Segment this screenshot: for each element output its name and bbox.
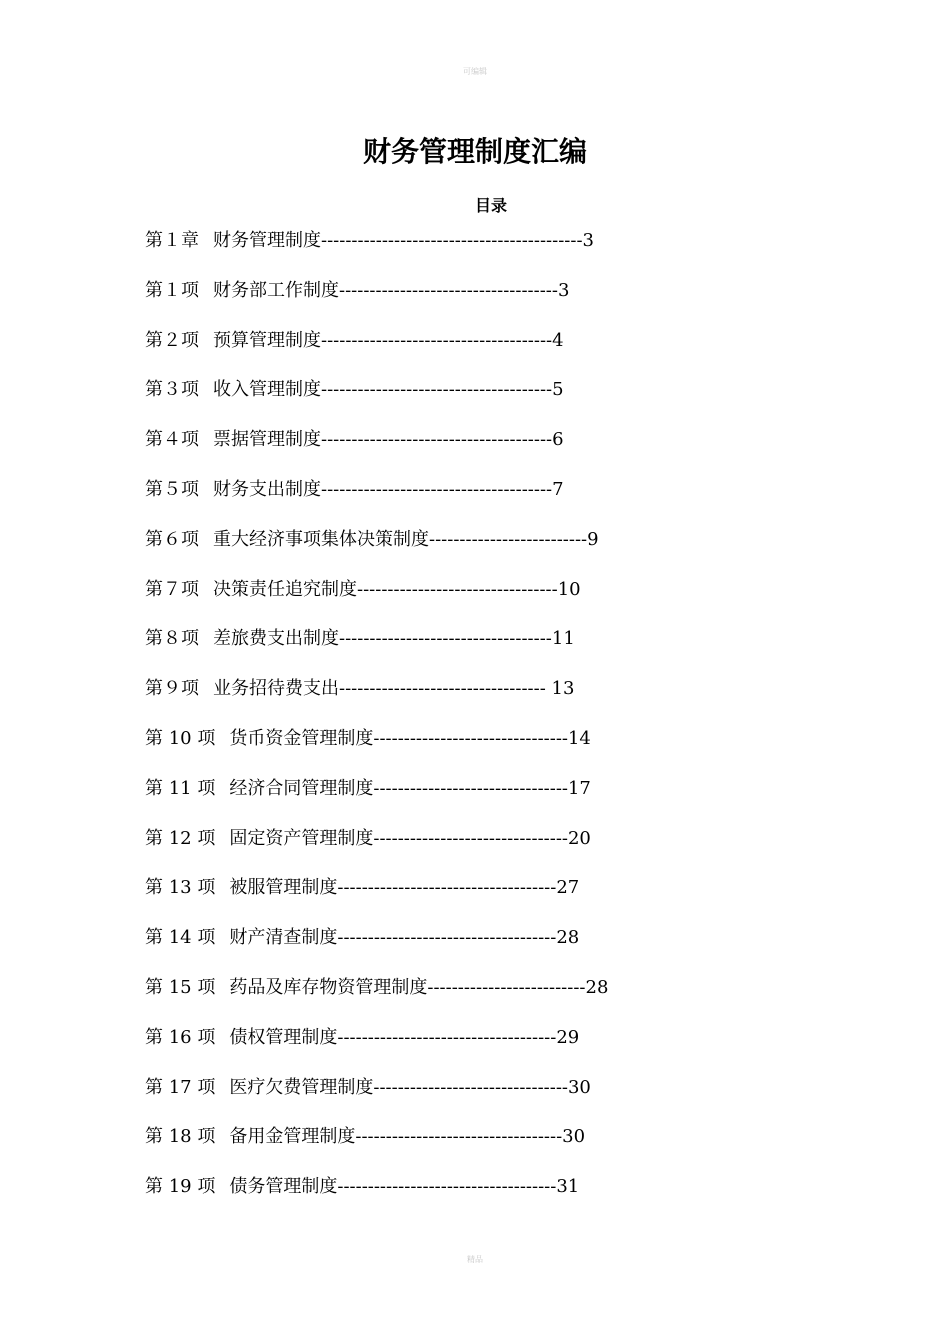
toc-entry-label: 第２项 (145, 329, 199, 351)
toc-entry-page: 30 (567, 1076, 591, 1098)
toc-entry[interactable] (145, 527, 845, 577)
toc-entry-leader: ------------------------------------ (337, 1026, 557, 1048)
toc-entry-label: 第４项 (145, 429, 199, 451)
toc-entry-title: 固定资产管理制度 (229, 827, 374, 849)
toc-entry-leader: ------------------------------------ (337, 1176, 557, 1198)
toc-entry[interactable] (145, 427, 845, 477)
toc-entry-title: 货币资金管理制度 (229, 727, 374, 749)
toc-entry-page: 13 (551, 678, 575, 700)
toc-entry-page: 17 (567, 777, 591, 799)
toc-entry[interactable] (145, 328, 845, 378)
toc-entry-leader: -------------------------------------- (321, 379, 553, 401)
toc-entry-page: 4 (552, 329, 564, 351)
footer-watermark: 精品 (467, 1255, 483, 1264)
toc-entry-title: 医疗欠费管理制度 (229, 1076, 374, 1098)
toc-entry-title: 票据管理制度 (213, 429, 321, 451)
toc-entry-leader: ------------------------------------ (337, 927, 557, 949)
toc-entry-title: 药品及库存物资管理制度 (229, 976, 428, 998)
header-watermark: 可编辑 (463, 67, 487, 76)
toc-entry-label: 第 14 项 (145, 927, 216, 949)
toc-entry-page: 27 (556, 877, 580, 899)
toc-entry-leader: -------------------------------- (373, 727, 568, 749)
toc-entry-page: 28 (556, 927, 580, 949)
toc-entry[interactable] (145, 377, 845, 427)
toc-entry-page: 5 (552, 379, 564, 401)
toc-entry-title: 财务管理制度 (213, 230, 321, 251)
toc-entry-page: 3 (557, 279, 570, 301)
toc-entry-label: 第３项 (145, 379, 199, 401)
toc-entry-title: 债务管理制度 (229, 1176, 338, 1198)
toc-entry-label: 第 17 项 (145, 1076, 216, 1098)
toc-entry-title: 备用金管理制度 (229, 1126, 356, 1148)
toc-entry-page: 30 (562, 1126, 586, 1148)
document-title: 财务管理制度汇编 (362, 135, 587, 168)
toc-entry-leader: ------------------------------------------- (321, 230, 583, 251)
toc-entry-title: 经济合同管理制度 (229, 777, 374, 799)
toc-entry-label: 第 16 项 (145, 1026, 216, 1048)
toc-entry-label: 第 10 项 (145, 727, 216, 749)
toc-entry[interactable] (145, 776, 845, 826)
toc-entry[interactable] (145, 1075, 845, 1125)
toc-entry[interactable] (145, 676, 845, 726)
toc-entry[interactable] (145, 726, 845, 776)
toc-entry-label: 第 13 项 (145, 877, 216, 899)
toc-entry-page: 31 (556, 1176, 580, 1198)
toc-entry-label: 第 19 项 (145, 1176, 216, 1198)
toc-entry-label: 第７项 (145, 578, 199, 600)
toc-entry-page: 3 (582, 230, 594, 251)
toc-entry-leader: ---------------------------------- (339, 678, 552, 700)
toc-entry-page: 29 (556, 1026, 580, 1048)
toc-entry-page: 20 (567, 827, 591, 849)
toc-entry-page: 9 (587, 528, 599, 550)
toc-entry-leader: -------------------------------------- (321, 478, 553, 500)
toc-entry-label: 第６项 (145, 528, 199, 550)
toc-entry-label: 第１章 (145, 230, 199, 251)
toc-entry-page: 7 (552, 478, 564, 500)
toc-entry[interactable] (145, 1174, 845, 1224)
toc-entry[interactable] (145, 826, 845, 876)
toc-entry[interactable] (145, 228, 845, 278)
toc-entry-title: 收入管理制度 (213, 379, 321, 401)
toc-entry-leader: -------------------------------- (373, 777, 568, 799)
toc-entry-page: 28 (585, 976, 609, 998)
table-of-contents (145, 228, 845, 1224)
toc-entry-label: 第１项 (145, 279, 199, 301)
toc-entry[interactable] (145, 975, 845, 1025)
toc-entry[interactable] (145, 278, 845, 328)
toc-entry[interactable] (145, 1025, 845, 1075)
toc-entry-title: 重大经济事项集体决策制度 (213, 528, 429, 550)
toc-entry-leader: -------------------------------------- (321, 429, 553, 451)
toc-entry[interactable] (145, 875, 845, 925)
toc-entry[interactable] (145, 477, 845, 527)
toc-entry-title: 预算管理制度 (213, 329, 321, 351)
toc-entry-title: 财务支出制度 (213, 478, 321, 500)
toc-entry-title: 决策责任追究制度 (213, 578, 357, 600)
toc-entry-label: 第 12 项 (145, 827, 216, 849)
toc-entry-label: 第８项 (145, 628, 199, 650)
toc-entry-leader: --------------------------------- (357, 578, 558, 600)
toc-entry-title: 被服管理制度 (229, 877, 338, 899)
toc-entry[interactable] (145, 1124, 845, 1174)
toc-entry-title: 业务招待费支出 (213, 678, 339, 700)
toc-entry-leader: ---------------------------------- (355, 1126, 563, 1148)
toc-entry-title: 财产清查制度 (229, 927, 338, 949)
toc-entry-leader: -------------------------- (427, 976, 586, 998)
toc-entry-title: 差旅费支出制度 (213, 628, 339, 650)
toc-entry[interactable] (145, 626, 845, 676)
toc-entry-page: 10 (557, 578, 581, 600)
toc-entry-leader: -------------------------------- (373, 827, 568, 849)
toc-entry-title: 债权管理制度 (229, 1026, 338, 1048)
toc-entry-leader: -------------------------- (429, 528, 588, 550)
toc-entry-leader: ------------------------------------ (337, 877, 557, 899)
toc-entry-leader: ----------------------------------- (339, 628, 552, 650)
toc-entry-leader: -------------------------------------- (321, 329, 553, 351)
toc-entry[interactable] (145, 577, 845, 627)
toc-entry-label: 第５项 (145, 478, 199, 500)
toc-entry-label: 第 11 项 (145, 777, 216, 799)
toc-entry-page: 6 (552, 429, 564, 451)
toc-entry-label: 第 15 项 (145, 976, 216, 998)
toc-entry-label: 第９项 (145, 678, 199, 700)
toc-heading: 目录 (474, 196, 507, 215)
toc-entry-leader: -------------------------------- (373, 1076, 568, 1098)
toc-entry-label: 第 18 项 (145, 1126, 216, 1148)
toc-entry-page: 11 (551, 628, 575, 650)
toc-entry[interactable] (145, 925, 845, 975)
toc-entry-title: 财务部工作制度 (213, 279, 339, 301)
toc-entry-leader: ------------------------------------ (339, 279, 558, 301)
toc-entry-page: 14 (567, 727, 591, 749)
